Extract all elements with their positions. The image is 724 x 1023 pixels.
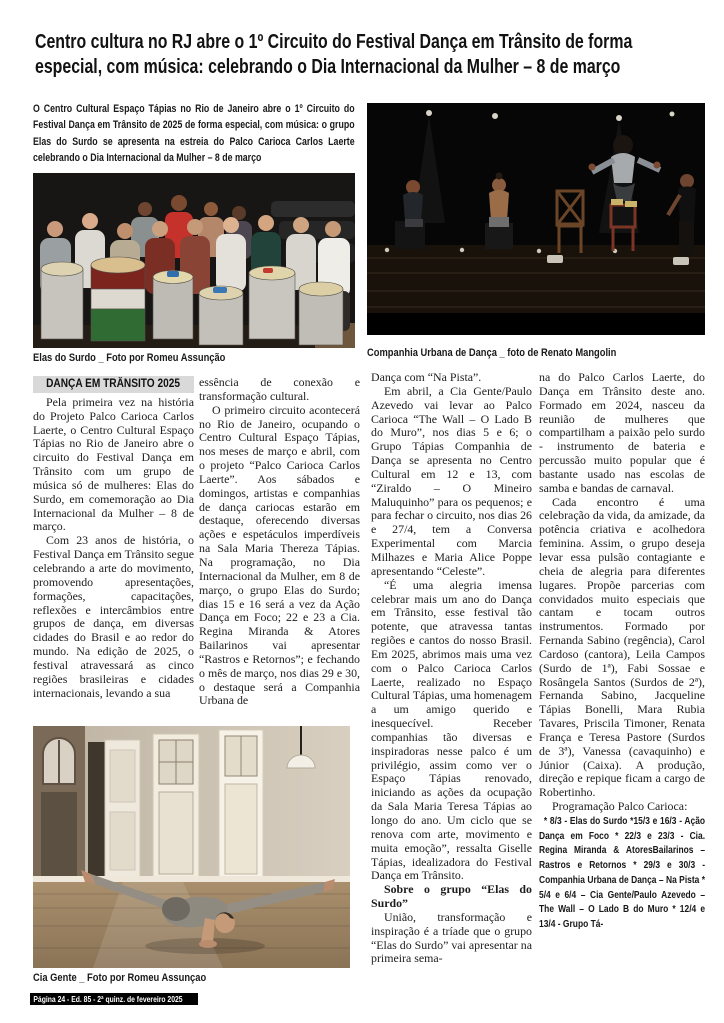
article-column-1 bbox=[33, 376, 194, 700]
drummers-illustration bbox=[33, 173, 355, 348]
body-paragraph: Cada encontro é uma celebração da vida, da amizade, da potência criativa e acolhedora feminina. Assim, o grupo deseja levar essa pulsão contagiante e cheia de alegria para diferentes lugares. Propõe parcerias com convidados muito especiais que cantam e tocam outros instrumentos. Formado por Fernanda Sabino (regência), Carol Cardoso (cantora), Leila Campos (Surdo de 1ª), Fabi Sossae e Rosângela Santos (Surdos de 2ª), Fernanda Sabino, Jacqueline Tápias Bonelli, Mara Rubia Tavares, Priscila Timoner, Renata França e Teresa Pastore (Surdos de 3ª), Vanessa (cavaquinho) e Júnior (Caixa). A produção, direção e repique ficam a cargo de Robertinho. bbox=[539, 494, 705, 800]
body-paragraph: na do Palco Carlos Laerte, do Dança em Trânsito deste ano. Formado em 2024, nasceu da reunião de mulheres que compartilham a paixão pelo surdo - instrumento de bateria e percussão muito popular que é bastante usado nas escolas de samba e bandas de carnaval. bbox=[539, 371, 705, 495]
lead-paragraph: O Centro Cultural Espaço Tápias no Rio de Janeiro abre o 1º Circuito do Festival Dança em Trânsito de 2025 de forma especial, com música: o grupo Elas do Surdo se apresenta na estreia do Palco Carioca Carlos Laerte celebrando o Dia Internacional da Mulher – 8 de março bbox=[33, 103, 355, 165]
dark-doorway-left bbox=[33, 726, 85, 881]
dancer-illustration bbox=[33, 726, 350, 968]
section-header: DANÇA EM TRÂNSITO 2025 bbox=[33, 376, 194, 393]
tall-window-1 bbox=[153, 734, 199, 881]
open-door bbox=[88, 740, 140, 881]
baseboard bbox=[33, 876, 350, 882]
body-paragraph: O primeiro circuito acontecerá no Rio de Janeiro, ocupando o Centro Cultural Espaço Tápias, nos meses de março e abril, com o projeto “Palco Carioca Carlos Laerte”. Aos sábados e domingos, artistas e companhias de dança cariocas estarão em destaque, oferecendo diversas ações e espetáculos imperdíveis na Sala Maria Thereza Tápias. Na programação, no Dia Internacional da Mulher, em 8 de março, o grupo Elas do Surdo; dias 15 e 16 será a vez da Ação Dança em Foco; 22 e 23 a Cia. Regina Miranda & Atores Bailarinos vai apresentar “Rastros e Retornos”; e fechando o mês de março, nos dias 29 e 30, o destaque será a Companhia Urbana de bbox=[199, 402, 360, 708]
subhead-elas-do-surdo: Sobre o grupo “Elas do Surdo” bbox=[371, 882, 532, 911]
footer-text: Página 24 - Ed. 85 - 2ª quinz. de fevereiro 2025 bbox=[33, 994, 183, 1004]
body-paragraph: Programação Palco Carioca: bbox=[552, 799, 688, 814]
caption-companhia-urbana: Companhia Urbana de Dança _ foto de Renato Mangolin bbox=[367, 347, 617, 359]
caption-elas-do-surdo: Elas do Surdo _ Foto por Romeu Assunção bbox=[33, 352, 226, 364]
body-paragraph: “É uma alegria imensa celebrar mais um ano do Dança em Trânsito, esse festival tão potente, que atravessa tantas regiões e cantos do nosso Brasil. Em 2025, abrimos mais uma vez com o Palco Carioca Carlos Laerte, realizado no Espaço Cultural Tápias, uma homenagem a um amigo querido e inesquecível. Receber companhias tão diversas e inspiradoras nesse palco é um privilégio, assim como ver o Espaço Tápias renovado, iniciando as ações da ocupação da Sala Maria Teresa Tápias ao longo do ano. Um ciclo que se renova com arte, movimento e muita emoção”, ressalta Giselle Tápias, idealizadora do Festival Dança em Trânsito. bbox=[371, 577, 532, 883]
wood-floor bbox=[367, 245, 705, 313]
photo-companhia-urbana bbox=[367, 103, 705, 335]
body-paragraph: Em abril, a Cia Gente/Paulo Azevedo vai levar ao Palco Carioca “The Wall – O Lado B do Muro”, nos dias 5 e 6; o Grupo Tápias Companhia de Dança se apresenta no Centro Cultural em 12 e 13, com “Ziraldo – O Mineiro Maluquinho” para os pequenos; e para fechar o circuito, nos dias 26 e 27/4, tem a Conversa Experimental com Marcia Milhazes e Maria Alice Poppe apresentando “Celeste”. bbox=[371, 383, 532, 578]
headline: Centro cultura no RJ abre o 1º Circuito do Festival Dança em Trânsito de forma especial, com música: celebrando o Dia Internacional da Mulher – 8 de março bbox=[35, 30, 633, 79]
body-paragraph: essência de conexão e transformação cultural. bbox=[199, 375, 360, 403]
photo-cia-gente bbox=[33, 726, 350, 968]
tall-window-2 bbox=[219, 730, 263, 881]
footer-pagebar bbox=[30, 993, 198, 1005]
body-paragraph: Com 23 anos de história, o Festival Dança em Trânsito segue celebrando a arte do movimento, promovendo apresentações, formações, capacitações, reflexões e intercâmbios entre grupos de dança, em diversas cidades do Brasil e ao redor do mundo. Na edição de 2025, o festival atravessará as cinco regiões brasileiras e cidades internacionais, levando a sua bbox=[33, 533, 194, 700]
body-paragraph: Dança com “Na Pista”. bbox=[371, 371, 482, 384]
stage-illustration bbox=[367, 103, 705, 335]
photo-elas-do-surdo bbox=[33, 173, 355, 348]
caption-cia-gente: Cia Gente _ Foto por Romeu Assunçao bbox=[33, 972, 207, 984]
article-column-3 bbox=[371, 371, 532, 1021]
body-paragraph: Pela primeira vez na história do Projeto Palco Carioca Carlos Laerte, o Centro Cultural Espaço Tápias no Rio de Janeiro abre o circuito do Festival Dança em Trânsito com um grupo de música só de mulheres: Elas do Surdo, em comemoração ao Dia Internacional da Mulher – 8 de março. bbox=[33, 394, 194, 534]
body-paragraph: União, transformação e inspiração é a tríade que o grupo “Elas do Surdo” vai apresentar na primeira sema- bbox=[371, 909, 532, 966]
article-column-2 bbox=[199, 376, 360, 708]
article-column-4 bbox=[539, 371, 705, 1021]
schedule-block: * 8/3 - Elas do Surdo *15/3 e 16/3 - Ação Dança em Foco * 22/3 e 23/3 - Cia. Regina Miranda & AtoresBailarinos – Rastros e Retornos * 29/3 e 30/3 - Companhia Urbana de Dança – Na Pista * 5/4 e 6/4 – Cia Gente/Paulo Azevedo – The Wall – O Lado B do Muro * 12/4 e 13/4 - Grupo Tá- bbox=[539, 816, 705, 930]
